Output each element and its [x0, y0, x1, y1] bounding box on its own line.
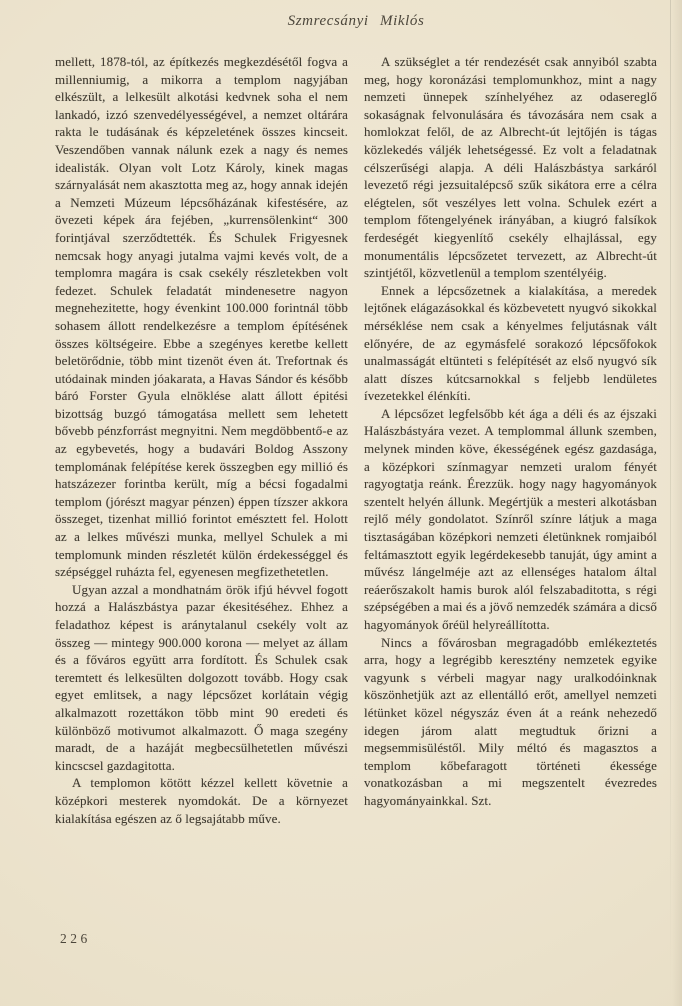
- paragraph: A szükséglet a tér rendezését csak annyiból szabta meg, hogy koronázási templomunkhoz, mint a nagy nemzeti ünnepek színhelyéhez az odasereglő sokaságnak felvonulására és távozására nem csak a homlokzat felől, de az Albrecht-út lejtőjén is tágas közlekedés váljék lehetségessé. Ez volt a feladatnak célszerűségi alapja. A déli Halászbástya sarkáról levezető régi jezsuitalépcső szűk sikátora erre a célra elégtelen, sőt veszélyes lett volna. Schulek ezért a templom főtengelyének irányában, a kiugró falsíkok ferdeségét kiegyenlítő csekély elhajlással, egy monumentális lépcsőzetet tervezett, az Albrecht-út szintjétől, közvetlenül a templom szentélyéig.: [364, 54, 657, 281]
- paragraph: Ugyan azzal a mondhatnám örök ifjú hévvel fogott hozzá a Halászbástya pazar ékesitéséhez. Ehhez a feladathoz képest is aránytalanul csekély volt az összeg — mintegy 900.000 korona — melyet az állam és a főváros együtt arra fordított. És Schulek csak teremtett és lelkesülten dolgozott tovább. Hogy csak egyet emlitsek, a nagy lépcsőzet korlátain végig alkalmazott rozettákon több mint 90 eredeti és különböző motivumot alkalmazott. Ő maga szegény maradt, de a hazáját megbecsülhetetlen művészi kincscsel gazdagitotta.: [55, 581, 348, 773]
- page-number: 226: [60, 931, 91, 946]
- column-right: [364, 53, 657, 827]
- running-header-author: Szmrecsányi Miklós: [287, 13, 425, 29]
- scan-edge-line: [670, 0, 671, 1006]
- column-left: [55, 53, 348, 827]
- paragraph: A lépcsőzet legfelsőbb két ága a déli és az éjszaki Halászbástyára vezet. A templommal állunk szemben, melynek minden köve, ékességének egész gazdasága, a középkori színmagyar nemzeti uralom fényét ragyogtatja reánk. Érezzük. hogy nagy hagyományok szentelt helyén állunk. Megértjük a mesteri alkotásban rejlő mély gondolatot. Színről színre látjuk a maga tisztaságában középkori nemzeti életünknek romjaiból feltámasztott egyik legérdekesebb tanuját, úgy amint a művész lángelméje azt az ellenséges hatalom által reáerőszakolt hamis burok alól felszabaditotta, s régi szépségében a mai és a jövő nemzedék számára a dicső hagyományok őréül helyreállította.: [364, 405, 657, 632]
- scan-shadow: [672, 0, 682, 1006]
- paragraph: Nincs a fővárosban megragadóbb emlékeztetés arra, hogy a legrégibb keresztény nemzetek egyike vagyunk s vérbeli magyar nagy uralkodóinknak köszönhetjük azt az ellentálló erőt, amellyel nemzeti létünket közel négyszáz éven át a reánk nehezedő idegen járom alatt megtudtuk őrizni a megsemmisüléstől. Mily méltó és magasztos a templom kőbefaragott történeti ékessége vonatkozásban a mi megszentelt évezredes hagyományainkkal. Szt.: [364, 634, 657, 808]
- paragraph: A templomon kötött kézzel kellett követnie a középkori mesterek nyomdokát. De a környezet kialakítása egészen az ő legsajátabb műve.: [55, 775, 348, 826]
- paragraph: Ennek a lépcsőzetnek a kialakítása, a meredek lejtőnek elágazásokkal és közbevetett nyugvó sikokkal mérséklése nem csak a kényelmes feljutásnak vált előnyére, de az egymásfelé sorakozó lépcsőfokok unalmasságát eltünteti s felépítését az első nyugvó sík alatt díszes kútcsarnokkal s feljebb lendületes ívezetekkel élénkíti.: [364, 282, 657, 404]
- text-columns: [55, 53, 657, 827]
- paragraph: mellett, 1878-tól, az építkezés megkezdésétől fogva a millenniumig, a mikorra a templom nagyjában elkészült, a lelkesült alkotási kedvnek soha el nem lankadó, izzó szenvedélyességével, a nemzet oltárára rakta le tudásának és képzeletének összes kincseit. Veszendőben vannak nálunk ezek a nagy és nemes idealisták. Olyan volt Lotz Károly, kinek magas szárnyalását nem akasztotta meg az, hogy annak idején a Nemzeti Múzeum lépcsőházának kifestésére, az övezeti képek ára fejében, „kurrensölenkint“ 300 forintjával szerződtették. És Schulek Frigyesnek nemcsak hogy anyagi jutalma vajmi kevés volt, de a templomra magára is csak csekély részletekben volt fedezet. Schulek feladatát mindenesetre nagyon megnehezitette, hogy évenkint 100.000 forintnál több sohasem állott rendelkezésre a templom építésének összes költségeire. Ebbe a szegényes keretbe kellett beletörődnie, több mint tizenöt éven át. Trefortnak és utódainak minden jóakarata, a Havas Sándor és később báró Forster Gyula elnöklése alatt állott épitési bizottság buzgó támogatása mellett sem lehetett bővebb pénzforrást megnyitni. Nem megdöbbentő-e az az egybevetés, hogy a budavári Boldog Asszony templomának felépítése kerek összegben egy millió és hatszázezer forintba került, míg a bécsi fogadalmi templom (jórészt magyar pénzen) éppen tízszer akkora összeget, tizenhat millió forintot emésztett fel. Holott az a lelkes művészi munka, mellyel Schulek a mi templomunk minden részletét külön érdekességgel és szépséggel ruházta fel, egyenesen megfizethetetlen.: [55, 54, 348, 580]
